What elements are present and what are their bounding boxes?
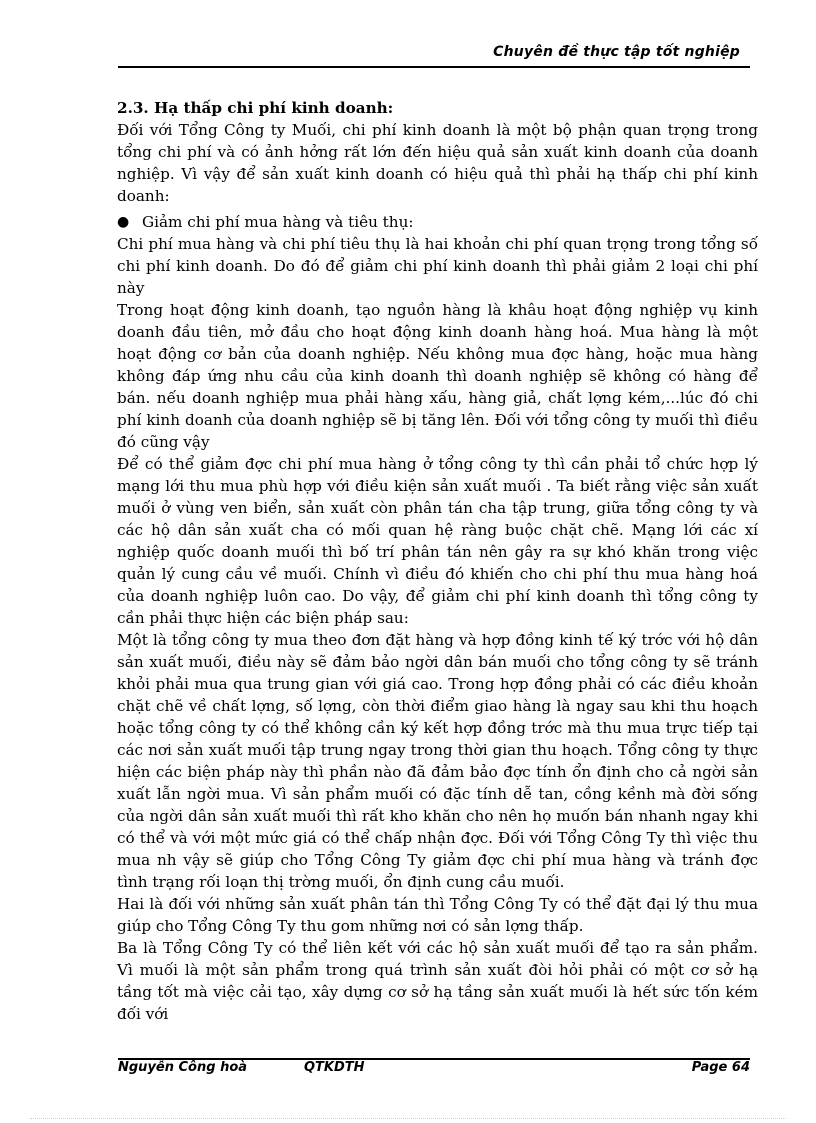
running-header-title: Chuyên đề thực tập tốt nghiệp [493, 44, 740, 60]
page-footer [118, 1060, 750, 1082]
paragraph-2: Trong hoạt động kinh doanh, tạo nguồn hàng là khâu hoạt động nghiệp vụ kinh doanh đầu tiên, mở đầu cho hoạt động kinh doanh hàng hoá. Mua hàng là một hoạt động cơ bản của doanh nghiệp. Nếu không mua đợc hàng, hoặc mua hàng không đáp ứng nhu cầu của kinh doanh thì doanh nghiệp sẽ không có hàng để bán. nếu doanh nghiệp mua phải hàng xấu, hàng giả, chất lợng kém,...lúc đó chi phí kinh doanh của doanh nghiệp sẽ bị tăng lên. Đối với tổng công ty muối thì điều đó cũng vậy [117, 301, 758, 451]
body-content [117, 97, 758, 1025]
page-bottom-border [30, 1118, 786, 1119]
bullet-text: Giảm chi phí mua hàng và tiêu thụ: [142, 213, 414, 231]
footer-page-number: Page 64 [691, 1060, 750, 1075]
paragraph-6: Ba là Tổng Công Ty có thể liên kết với các hộ sản xuất muối để tạo ra sản phẩm. Vì muối là một sản phẩm trong quá trình sản xuất đòi hỏi phải có một cơ sở hạ tầng tốt mà việc cải tạo, xây dựng cơ sở hạ tầng sản xuất muối là hết sức tốn kém đối với [117, 939, 758, 1023]
section-heading: 2.3. Hạ thấp chi phí kinh doanh: [117, 99, 394, 117]
bullet-dot-icon: ● [117, 214, 130, 230]
intro-paragraph: Đối với Tổng Công ty Muối, chi phí kinh doanh là một bộ phận quan trọng trong tổng chi phí và có ảnh hởng rất lớn đến hiệu quả sản xuất kinh doanh của doanh nghiệp. Vì vậy để sản xuất kinh doanh có hiệu quả thì phải hạ thấp chi phí kinh doanh: [117, 121, 758, 205]
bullet-item [117, 211, 758, 233]
header-rule [118, 66, 750, 68]
paragraph-1: Chi phí mua hàng và chi phí tiêu thụ là hai khoản chi phí quan trọng trong tổng số chi phí kinh doanh. Do đó để giảm chi phí kinh doanh thì phải giảm 2 loại chi phí này [117, 235, 758, 297]
paragraph-4: Một là tổng công ty mua theo đơn đặt hàng và hợp đồng kinh tế ký trớc với hộ dân sản xuất muối, điều này sẽ đảm bảo ngời dân bán muối cho tổng công ty sẽ tránh khỏi phải mua qua trung gian với giá cao. Trong hợp đồng phải có các điều khoản chặt chẽ về chất lợng, số lợng, còn thời điểm giao hàng là ngay sau khi thu hoạch hoặc tổng công ty có thể không cần ký kết hợp đồng trớc mà thu mua trực tiếp tại các nơi sản xuất muối tập trung ngay trong thời gian thu hoạch. Tổng công ty thực hiện các biện pháp này thì phần nào đã đảm bảo đợc tính ổn định cho cả ngời sản xuất lẫn ngời mua. Vì sản phẩm muối có đặc tính dễ tan, cồng kềnh mà đời sống của ngời dân sản xuất muối thì rất kho khăn cho nên họ muốn bán nhanh ngay khi có thể và với một mức giá có thể chấp nhận đợc. Đối với Tổng Công Ty thì việc thu mua nh vậy sẽ giúp cho Tổng Công Ty giảm đợc chi phí mua hàng và tránh đợc tình trạng rối loạn thị trờng muối, ổn định cung cầu muối. [117, 631, 758, 891]
footer-author: Nguyễn Công hoà [118, 1060, 248, 1075]
paragraph-5: Hai là đối với những sản xuất phân tán thì Tổng Công Ty có thể đặt đại lý thu mua giúp cho Tổng Công Ty thu gom những nơi có sản lợng thấp. [117, 895, 758, 935]
paragraph-3: Để có thể giảm đợc chi phí mua hàng ở tổng công ty thì cần phải tổ chức hợp lý mạng lới thu mua phù hợp với điều kiện sản xuất muối . Ta biết rằng việc sản xuất muối ở vùng ven biển, sản xuất còn phân tán cha tập trung, giữa tổng công ty và các hộ dân sản xuất cha có mối quan hệ ràng buộc chặt chẽ. Mạng lới các xí nghiệp quốc doanh muối thì bố trí phân tán nên gây ra sự khó khăn trong việc quản lý cung cầu về muối. Chính vì điều đó khiến cho chi phí thu mua hàng hoá của doanh nghiệp luôn cao. Do vậy, để giảm chi phí kinh doanh thì tổng công ty cần phải thực hiện các biện pháp sau: [117, 455, 758, 627]
footer-class: QTKDTH [304, 1060, 365, 1075]
